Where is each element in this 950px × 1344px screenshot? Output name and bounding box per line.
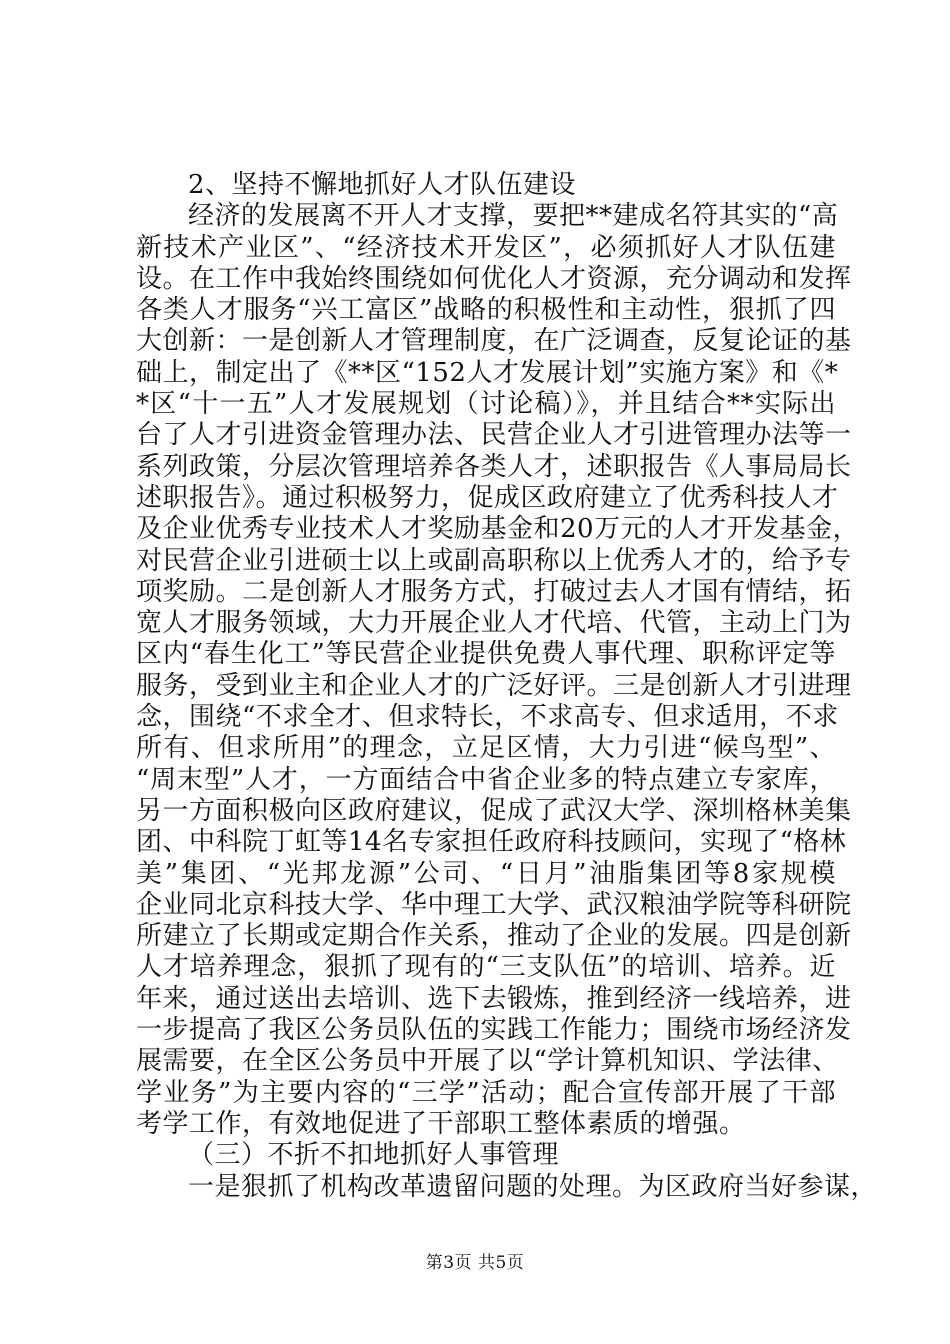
paragraph-line: 所建立了长期或定期合作关系，推动了企业的发展。四是创新 bbox=[136, 921, 852, 952]
paragraph-line: 宽人才服务领域，大力开展企业人才代培、代管，主动上门为 bbox=[136, 608, 852, 639]
paragraph-line: 对民营企业引进硕士以上或副高职称以上优秀人才的，给予专 bbox=[136, 545, 852, 576]
paragraph-line: 系列政策，分层次管理培养各类人才，述职报告《人事局局长 bbox=[136, 451, 852, 482]
paragraph-line: “周末型”人才，一方面结合中省企业多的特点建立专家库， bbox=[136, 764, 836, 795]
paragraph-line: 经济的发展离不开人才支撑，要把**建成名符其实的“高 bbox=[188, 201, 839, 232]
paragraph-line: 另一方面积极向区政府建议，促成了武汉大学、深圳格林美集 bbox=[136, 795, 852, 826]
section-heading: （三）不折不扣地抓好人事管理 bbox=[188, 1140, 560, 1171]
paragraph-line: 考学工作，有效地促进了干部职工整体素质的增强。 bbox=[136, 1108, 746, 1139]
page-footer: 第3页 共5页 bbox=[425, 1253, 525, 1273]
paragraph-line: 美”集团、“光邦龙源”公司、“日月”油脂集团等8家规模 bbox=[136, 858, 836, 889]
paragraph-line: 设。在工作中我始终围绕如何优化人才资源，充分调动和发挥 bbox=[136, 263, 852, 294]
paragraph-line: 各类人才服务“兴工富区”战略的积极性和主动性，狠抓了四 bbox=[136, 295, 836, 326]
paragraph-line: 念，围绕“不求全才、但求特长，不求高专、但求适用，不求 bbox=[136, 702, 839, 733]
paragraph-line: 所有、但求所用”的理念，立足区情，大力引进“候鸟型”、 bbox=[136, 733, 836, 764]
paragraph-line: *区“十一五”人才发展规划（讨论稿）》，并且结合**实际出 bbox=[136, 389, 836, 420]
paragraph-line: 新技术产业区”、“经济技术开发区”，必须抓好人才队伍建 bbox=[136, 232, 836, 263]
paragraph-line: 述职报告》。通过积极努力，促成区政府建立了优秀科技人才 bbox=[136, 482, 839, 513]
paragraph-line: 企业同北京科技大学、华中理工大学、武汉粮油学院等科研院 bbox=[136, 889, 852, 920]
paragraph-line: 展需要，在全区公务员中开展了以“学计算机知识、学法律、 bbox=[136, 1046, 839, 1077]
paragraph-line: 台了人才引进资金管理办法、民营企业人才引进管理办法等一 bbox=[136, 420, 852, 451]
paragraph-line: 及企业优秀专业技术人才奖励基金和20万元的人才开发基金， bbox=[136, 514, 860, 545]
paragraph-line: 人才培养理念，狠抓了现有的“三支队伍”的培训、培养。近 bbox=[136, 952, 836, 983]
paragraph-line: 年来，通过送出去培训、选下去锻炼，推到经济一线培养，进 bbox=[136, 983, 852, 1014]
paragraph-line: 团、中科院丁虹等14名专家担任政府科技顾问，实现了“格林 bbox=[136, 827, 847, 858]
paragraph-line: 服务，受到业主和企业人才的广泛好评。三是创新人才引进理 bbox=[136, 670, 852, 701]
paragraph-line: 学业务”为主要内容的“三学”活动；配合宣传部开展了干部 bbox=[136, 1077, 836, 1108]
section-heading: 2、坚持不懈地抓好人才队伍建设 bbox=[188, 170, 577, 200]
paragraph-line: 础上，制定出了《**区“152人才发展计划”实施方案》和《* bbox=[136, 357, 839, 388]
paragraph-line: 大创新：一是创新人才管理制度，在广泛调查，反复论证的基 bbox=[136, 326, 852, 357]
paragraph-line: 一步提高了我区公务员队伍的实践工作能力；围绕市场经济发 bbox=[136, 1015, 852, 1046]
document-body bbox=[136, 170, 878, 1203]
paragraph-line: 区内“春生化工”等民营企业提供免费人事代理、职称评定等 bbox=[136, 639, 836, 670]
paragraph-line: 项奖励。二是创新人才服务方式，打破过去人才国有情结，拓 bbox=[136, 576, 852, 607]
paragraph-line: 一是狠抓了机构改革遗留问题的处理。为区政府当好参谋， bbox=[188, 1171, 878, 1202]
